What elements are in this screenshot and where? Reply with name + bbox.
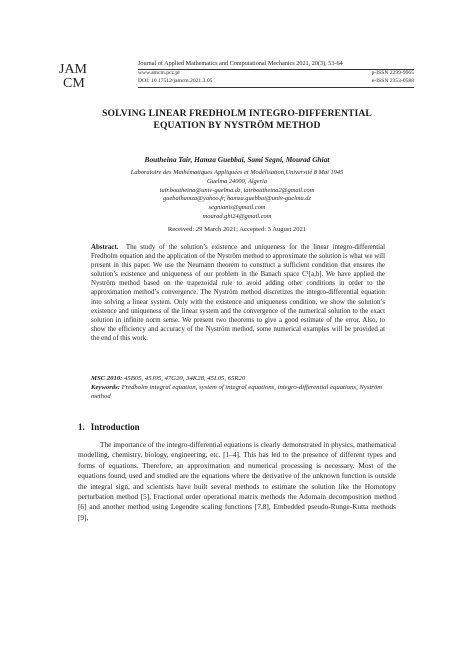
email-line[interactable]: guebaihamza@yahoo.fr, hamza.guebbai@univ-guelma.dz: [163, 195, 311, 203]
svg-text:JAM: JAM: [59, 62, 88, 77]
section-title: Introduction: [90, 422, 140, 432]
svg-text:CM: CM: [63, 76, 85, 90]
email-line[interactable]: mourad.ghi24@gmail.com: [202, 212, 272, 220]
abstract-text: The study of the solution’s existence and uniqueness for the linear integro-differential Fredholm equation and the application of the Nyström method to approximate the solution is what we will present in this paper. We use the Neumann theorem to construct a sufficient condition that ensures the solution’s existence and uniqueness of our problem in the Banach space C¹[a,b]. We have applied the Nyström method based on the trapezoidal rule to avoid adding other conditions in order to the approximation method’s convergence. The Nyström method discretizes the integro-differential equation into solving a linear system. Only with the existence and uniqueness condition, we show the solution’s existence and uniqueness of the linear system and the convergence of the numerical solution to the exact solution in infinite norm sense. We present two theorems to give a good estimate of the error. Also, to show the efficiency and accuracy of the Nyström method, some numerical examples will be provided at the end of this work.: [91, 244, 385, 342]
msc-label: MSC 2010:: [91, 375, 123, 382]
jamcm-logo: [58, 60, 94, 90]
affiliation: [0, 169, 474, 222]
msc-values: 45B05, 45J05, 47G20, 34K28, 45L05, 65R20: [124, 375, 246, 382]
title-line-2: EQUATION BY NYSTRÖM METHOD: [153, 120, 321, 131]
affiliation-city: Guelma 24000, Algeria: [206, 177, 268, 185]
section-heading: [78, 422, 146, 432]
p-issn: p-ISSN 2299-9965: [371, 70, 414, 76]
section-number: 1.: [78, 422, 85, 432]
email-line[interactable]: tair.boutheina@univ-guelma.dz, tairboutheina2@gmail.com: [159, 186, 315, 194]
journal-name: Journal of Applied Mathematics and Computational Mechanics 2021, 20(3), 53-64: [138, 60, 343, 67]
affiliation-line: Laboratoire des Mathématiques Appliquées et Modélisation,Université 8 Mai 1945: [130, 169, 344, 176]
msc-codes: [91, 374, 385, 383]
abstract: [91, 243, 385, 343]
journal-url[interactable]: www.amcm.pcz.pl: [138, 70, 180, 76]
received-dates: Received: 29 March 2021; Accepted: 3 August 2021: [167, 226, 307, 233]
intro-paragraph: The importance of the integro-differential equations is clearly demonstrated in physics, mathematical modelling, chemistry, biology, engineering, etc. [1–4]. This has led to the presence of different types and forms of equations. Therefore, an approximation and numerical processing is necessary. Most of the equations found, used and studied are the equations where the derivative of the unknown function is outside the integral sign, and scientists have built several methods to estimate the solution like the Homotopy perturbation method [5], Fractional order operational matrix methods the Adomain decomposition method [6] and another method using Legendre scaling functions [7,8], Embedded pseudo-Runge-Kutta methods [9],: [78, 440, 396, 522]
keywords: [91, 383, 385, 401]
journal-header: [58, 58, 414, 92]
abstract-label: Abstract.: [91, 244, 119, 251]
keywords-label: Keywords:: [91, 384, 120, 391]
e-issn: e-ISSN 2353-0588: [371, 78, 414, 84]
doi[interactable]: DOI: 10.17512/jamcm.2021.3.05: [138, 78, 213, 84]
authors: Boutheina Tair, Hamza Guebbai, Sami Segni, Mourad Ghiat: [144, 155, 330, 164]
title-line-1: SOLVING LINEAR FREDHOLM INTEGRO-DIFFERENTIAL: [102, 108, 372, 119]
keywords-values: Fredholm integral equation, system of integral equations, integro-differential equations, Nyström method: [91, 384, 383, 400]
header-rule-bottom: [138, 87, 414, 88]
paper-title: [0, 108, 474, 132]
email-line[interactable]: segnianis@gmail.com: [208, 204, 266, 212]
